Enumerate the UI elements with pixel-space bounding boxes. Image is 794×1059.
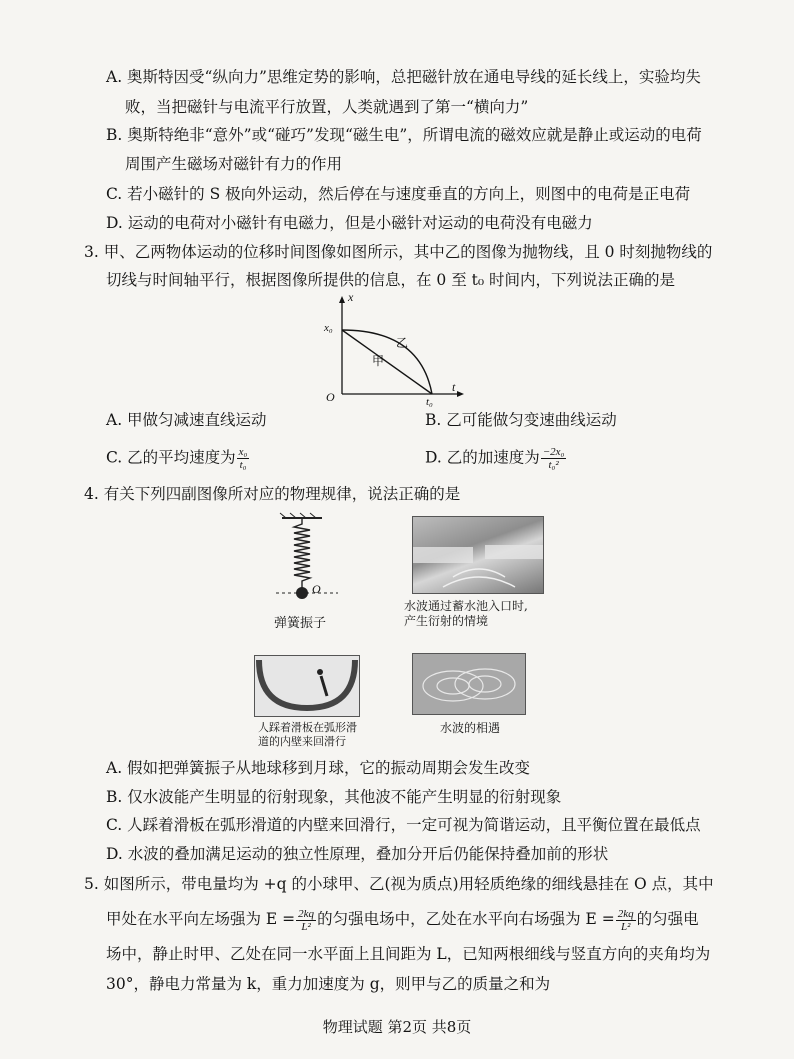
q3-stem-line2: 切线与时间轴平行，根据图像所提供的信息，在 0 至 t₀ 时间内，下列说法正确的是 — [106, 271, 676, 289]
q4-option-a: A. 假如把弹簧振子从地球移到月球，它的振动周期会发生改变 — [106, 759, 531, 777]
t0-label: t₀ — [426, 396, 433, 408]
q3-option-c — [106, 446, 250, 471]
ripple — [469, 676, 501, 692]
q3-option-d-numerator: −2x₀ — [542, 446, 565, 458]
page-footer: 物理试题 第2页 共8页 — [322, 1018, 472, 1036]
q4-diffraction-photo — [412, 516, 544, 594]
q4-img2-caption-line1: 水波通过蓄水池入口时, — [404, 599, 528, 613]
q4-img4-caption: 水波的相遇 — [440, 721, 501, 735]
q5-line2-part-a: 甲处在水平向左场强为 E = — [106, 910, 296, 928]
spring-oscillator-svg — [272, 512, 342, 612]
q3-option-c-text: C. 乙的平均速度为 — [106, 448, 236, 467]
halfpipe — [259, 660, 355, 708]
q3-option-d — [425, 446, 567, 471]
q4-option-d: D. 水波的叠加满足运动的独立性原理，叠加分开后仍能保持叠加前的形状 — [106, 845, 609, 863]
q3-option-d-denominator: t₀² — [548, 459, 559, 471]
q2-option-d: D. 运动的电荷对小磁针有电磁力，但是小磁针对运动的电荷没有电磁力 — [106, 214, 593, 232]
spring — [294, 518, 310, 588]
spring-point-o: O — [312, 582, 321, 596]
q4-option-b: B. 仅水波能产生明显的衍射现象，其他波不能产生明显的衍射现象 — [106, 788, 562, 806]
q2-option-b-line2: 周围产生磁场对磁针有力的作用 — [125, 155, 343, 173]
q5-line2-part-c: 的匀强电 — [636, 910, 699, 928]
y-axis-label: x — [348, 290, 354, 304]
q4-spring-figure — [272, 512, 342, 612]
wave — [453, 569, 505, 577]
q5-fraction-1-numerator: 2kq — [298, 907, 315, 920]
q4-option-c: C. 人踩着滑板在弧形滑道的内壁来回滑行，一定可视为简谐运动，且平衡位置在最低点 — [106, 816, 701, 834]
q5-line4: 30°，静电力常量为 k，重力加速度为 g，则甲与乙的质量之和为 — [106, 975, 551, 993]
q5-field-fraction-1 — [296, 908, 316, 933]
q4-img2-caption-line2: 产生衍射的情境 — [404, 614, 489, 628]
x0-label: x₀ — [324, 322, 333, 334]
q3-option-b: B. 乙可能做匀变速曲线运动 — [425, 411, 617, 429]
q3-option-d-text: D. 乙的加速度为 — [425, 448, 540, 467]
q5-line2-part-b: 的匀强电场中，乙处在水平向右场强为 E = — [317, 910, 615, 928]
q4-stem: 4. 有关下列四副图像所对应的物理规律，说法正确的是 — [84, 485, 461, 503]
q4-interference-photo — [412, 653, 526, 715]
origin-label: O — [326, 390, 335, 404]
x-axis-label: t — [452, 380, 456, 394]
q4-img1-caption: 弹簧振子 — [274, 616, 327, 631]
q5-fraction-2-numerator: 2kq — [617, 907, 634, 920]
q5-field-fraction-2 — [616, 908, 636, 933]
q5-fraction-2-denominator: L² — [620, 920, 631, 933]
q3-xt-graph-svg — [320, 294, 470, 402]
ripple — [455, 669, 515, 699]
q2-option-a-line1: A. 奥斯特因受“纵向力”思维定势的影响，总把磁针放在通电导线的延长线上，实验均失 — [106, 68, 701, 86]
q3-option-c-fraction — [237, 446, 250, 471]
wave — [443, 577, 515, 587]
q5-line1: 5. 如图所示，带电量均为 +q 的小球甲、乙(视为质点)用轻质绝缘的细线悬挂在 O 点，其中 — [84, 875, 714, 893]
y-axis-arrow — [339, 296, 345, 303]
label-yi: 乙 — [396, 336, 409, 350]
q2-option-a-line2: 败，当把磁针与电流平行放置，人类就遇到了第一“横向力” — [125, 98, 529, 116]
q3-xt-graph — [320, 290, 470, 408]
skater-head — [317, 669, 323, 675]
ripple — [437, 678, 469, 694]
q5-line2 — [106, 904, 699, 934]
q3-option-c-numerator: x₀ — [238, 446, 248, 458]
wall-right — [485, 545, 543, 559]
q4-halfpipe-photo — [254, 655, 360, 717]
q5-line3: 场中，静止时甲、乙处在同一水平面上且间距为 L，已知两根细线与竖直方向的夹角均为 — [106, 945, 711, 963]
q5-fraction-1-denominator: L² — [301, 920, 311, 933]
q4-img3-caption-line2: 道的内壁来回滑行 — [258, 735, 346, 748]
skater — [321, 676, 327, 696]
wall-left — [413, 547, 473, 563]
ripple — [423, 671, 483, 701]
q3-option-d-fraction — [541, 446, 567, 471]
diffraction-photo-svg — [413, 517, 543, 593]
label-jia: 甲 — [372, 354, 385, 368]
halfpipe-svg — [255, 656, 359, 716]
q3-option-c-denominator: t₀ — [239, 459, 247, 471]
q2-option-c: C. 若小磁针的 S 极向外运动，然后停在与速度垂直的方向上，则图中的电荷是正电荷 — [106, 185, 691, 203]
interference-svg — [413, 654, 525, 714]
q4-img3-caption-line1: 人踩着滑板在弧形滑 — [258, 721, 357, 734]
q3-stem-line1: 3. 甲、乙两物体运动的位移时间图像如图所示，其中乙的图像为抛物线，且 0 时刻抛物线的 — [84, 243, 713, 261]
q3-option-a: A. 甲做匀减速直线运动 — [106, 411, 267, 429]
q2-option-b-line1: B. 奥斯特绝非“意外”或“碰巧”发现“磁生电”，所谓电流的磁效应就是静止或运动的电荷 — [106, 126, 702, 144]
x-axis-arrow — [457, 391, 464, 397]
